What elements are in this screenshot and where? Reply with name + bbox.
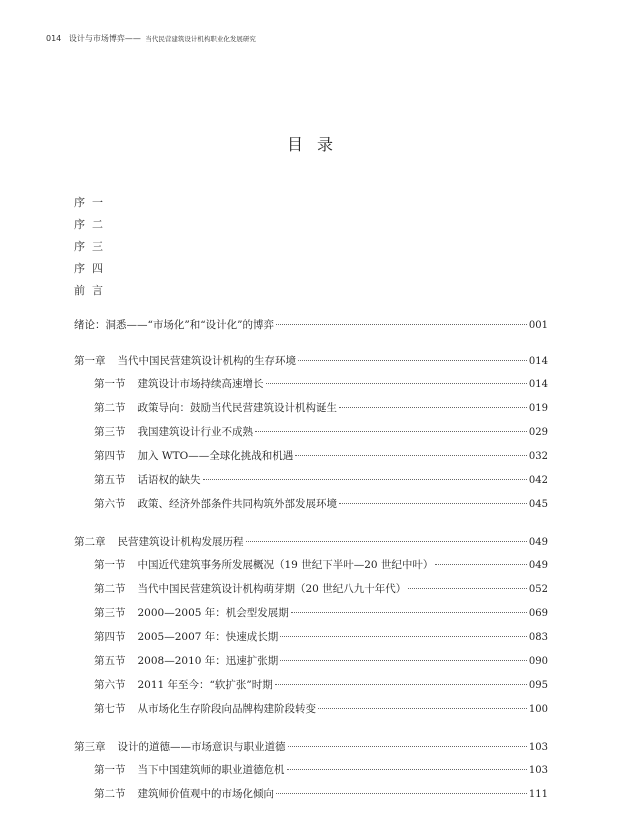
section-number: 第四节 [94, 631, 126, 643]
toc-entry-section[interactable] [74, 473, 548, 487]
preface-item[interactable]: 序二 [74, 218, 110, 231]
toc-page: 001 [528, 320, 548, 331]
leader-dots [275, 684, 527, 685]
toc-page: 042 [528, 475, 548, 486]
toc-title: 建筑设计市场持续高速增长 [137, 378, 264, 390]
running-header [46, 33, 256, 44]
preface-item[interactable]: 序三 [74, 240, 110, 253]
section-number: 第六节 [94, 679, 126, 691]
toc-page: 052 [528, 584, 548, 595]
toc-page: 103 [528, 742, 548, 753]
preface-item[interactable]: 序四 [74, 262, 110, 275]
toc-entry-chapter[interactable] [74, 354, 548, 368]
toc-page: 019 [528, 403, 548, 414]
table-of-contents [74, 318, 548, 811]
section-number: 第三节 [94, 607, 126, 619]
toc-entry-section[interactable] [74, 425, 548, 439]
leader-dots [408, 588, 527, 589]
leader-dots [291, 612, 527, 613]
toc-entry-section[interactable] [74, 678, 548, 692]
toc-title: 2005—2007 年：快速成长期 [137, 631, 279, 643]
leader-dots [318, 708, 527, 709]
chapter-number: 第一章 [74, 355, 106, 367]
toc-page: 014 [528, 356, 548, 367]
toc-page: 049 [528, 537, 548, 548]
toc-page: 045 [528, 499, 548, 510]
toc-title: 加入 WTO——全球化挑战和机遇 [137, 450, 294, 462]
leader-dots [435, 564, 527, 565]
toc-title: 从市场化生存阶段向品牌构建阶段转变 [137, 703, 316, 715]
section-number: 第二节 [94, 788, 126, 800]
foreword-item[interactable]: 前言 [74, 284, 110, 297]
leader-dots [276, 324, 527, 325]
toc-entry-section[interactable] [74, 401, 548, 415]
toc-entry-section[interactable] [74, 449, 548, 463]
section-number: 第二节 [94, 402, 126, 414]
toc-page: 090 [528, 656, 548, 667]
toc-title: 建筑师价值观中的市场化倾向 [137, 788, 274, 800]
leader-dots [276, 793, 527, 794]
toc-title: 2011 年至今：“软扩张”时期 [137, 679, 273, 691]
toc-title: 政策、经济外部条件共同构筑外部发展环境 [137, 498, 337, 510]
toc-page: 083 [528, 632, 548, 643]
toc-entry-section[interactable] [74, 606, 548, 620]
toc-entry-section[interactable] [74, 377, 548, 391]
book-subtitle: 当代民营建筑设计机构职业化发展研究 [145, 35, 256, 43]
leader-dots [280, 660, 527, 661]
chapter-number: 第三章 [74, 741, 106, 753]
toc-page: 029 [528, 427, 548, 438]
leader-dots [288, 746, 527, 747]
toc-title: 当下中国建筑师的职业道德危机 [137, 764, 285, 776]
toc-entry-chapter[interactable] [74, 535, 548, 549]
leader-dots [280, 636, 527, 637]
leader-dots [339, 407, 527, 408]
toc-page: 014 [528, 379, 548, 390]
toc-entry-section[interactable] [74, 787, 548, 801]
leader-dots [203, 479, 527, 480]
toc-title: 中国近代建筑事务所发展概况（19 世纪下半叶—20 世纪中叶） [137, 559, 434, 571]
toc-page: 049 [528, 560, 548, 571]
toc-entry-section[interactable] [74, 630, 548, 644]
preface-item[interactable]: 序一 [74, 196, 110, 209]
section-number: 第五节 [94, 474, 126, 486]
toc-entry-section[interactable] [74, 654, 548, 668]
toc-entry-section[interactable] [74, 497, 548, 511]
section-number: 第五节 [94, 655, 126, 667]
page-title: 目录 [286, 135, 347, 154]
page-number: 014 [46, 34, 62, 43]
preface-list [74, 196, 110, 306]
leader-dots [298, 360, 527, 361]
section-number: 第一节 [94, 559, 126, 571]
toc-title: 我国建筑设计行业不成熟 [137, 426, 253, 438]
toc-page: 069 [528, 608, 548, 619]
toc-entry-section[interactable] [74, 582, 548, 596]
section-number: 第二节 [94, 583, 126, 595]
toc-page: 032 [528, 451, 548, 462]
section-number: 第一节 [94, 378, 126, 390]
leader-dots [255, 431, 527, 432]
toc-title: 政策导向：鼓励当代民营建筑设计机构诞生 [137, 402, 337, 414]
toc-title: 话语权的缺失 [137, 474, 201, 486]
toc-page: 111 [528, 789, 548, 800]
toc-entry-section[interactable] [74, 702, 548, 716]
leader-dots [266, 383, 527, 384]
toc-title: 设计的道德——市场意识与职业道德 [117, 741, 286, 753]
toc-page: 100 [528, 704, 548, 715]
leader-dots [295, 455, 527, 456]
section-number: 第一节 [94, 764, 126, 776]
leader-dots [287, 769, 527, 770]
toc-title: 2008—2010 年：迅速扩张期 [137, 655, 279, 667]
leader-dots [246, 541, 527, 542]
toc-title: 2000—2005 年：机会型发展期 [137, 607, 289, 619]
toc-entry-chapter[interactable] [74, 740, 548, 754]
toc-entry-section[interactable] [74, 558, 548, 572]
section-number: 第七节 [94, 703, 126, 715]
toc-title: 当代中国民营建筑设计机构萌芽期（20 世纪八九十年代） [137, 583, 407, 595]
toc-title: 当代中国民营建筑设计机构的生存环境 [117, 355, 296, 367]
toc-entry-intro[interactable] [74, 318, 548, 332]
section-number: 第三节 [94, 426, 126, 438]
toc-page: 103 [528, 765, 548, 776]
leader-dots [339, 503, 527, 504]
toc-title: 绪论：洞悉——“市场化”和“设计化”的博弈 [74, 319, 274, 331]
toc-entry-section[interactable] [74, 763, 548, 777]
toc-title: 民营建筑设计机构发展历程 [117, 536, 244, 548]
chapter-number: 第二章 [74, 536, 106, 548]
section-number: 第六节 [94, 498, 126, 510]
section-number: 第四节 [94, 450, 126, 462]
book-title: 设计与市场博弈—— [68, 34, 141, 43]
toc-page: 095 [528, 680, 548, 691]
